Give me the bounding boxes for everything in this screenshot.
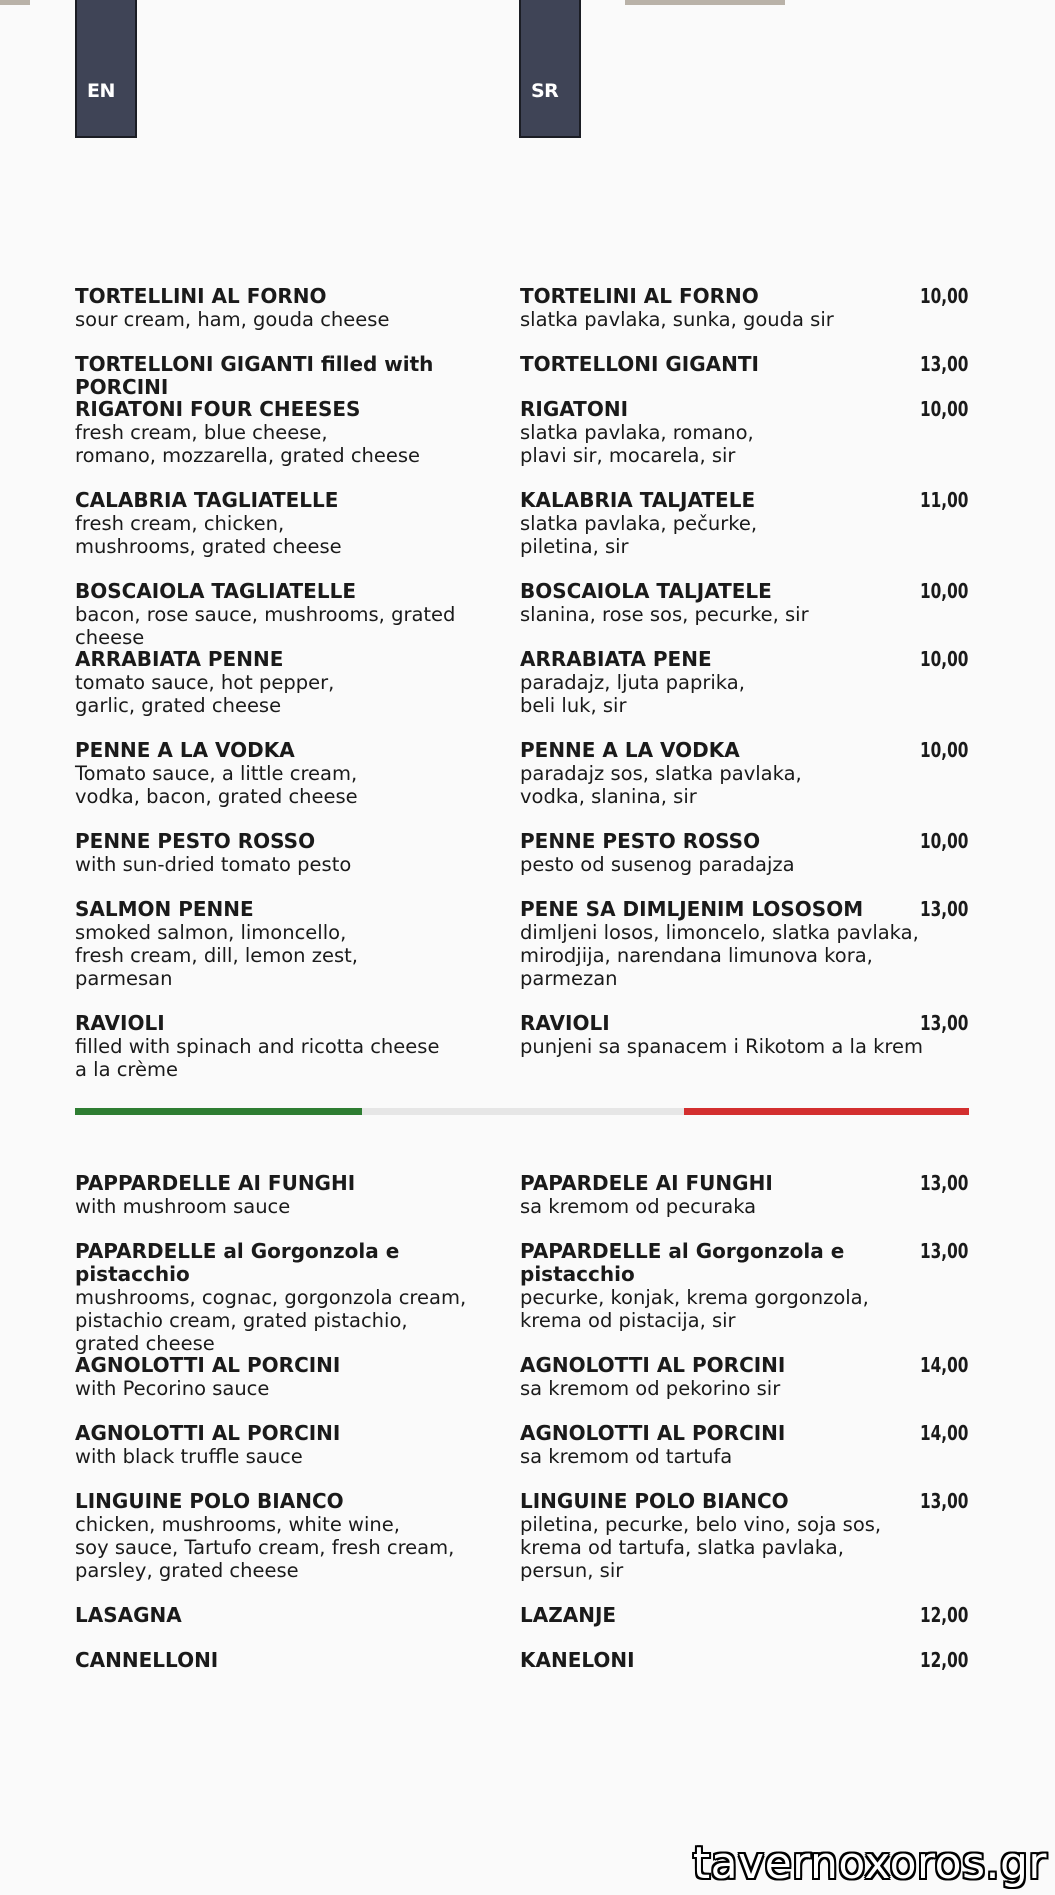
menu-item [0, 579, 1055, 649]
dish-price: 14,00 [920, 1421, 969, 1445]
dish-name-en: PAPARDELLE al Gorgonzola e pistacchio [75, 1239, 400, 1286]
menu-section-2 [0, 1172, 1055, 1672]
menu-item-sr [520, 830, 930, 876]
menu-item-sr [520, 1604, 930, 1627]
dish-name-sr: TORTELINI AL FORNO [520, 284, 759, 308]
dish-description-en: chicken, mushrooms, white wine, soy sauce, Tartufo cream, fresh cream, parsley, grated cheese [75, 1513, 455, 1582]
menu-item [0, 1354, 1055, 1400]
menu-item-en [75, 648, 510, 717]
menu-item [0, 898, 1055, 990]
dish-name-sr: PENNE PESTO ROSSO [520, 829, 761, 853]
watermark: tavernoxoros.gr [692, 1838, 1047, 1889]
menu-item-en [75, 285, 510, 331]
menu-item [0, 648, 1055, 717]
dish-description-en: sour cream, ham, gouda cheese [75, 308, 390, 331]
dish-price: 12,00 [920, 1603, 969, 1627]
dish-description-en: with sun-dried tomato pesto [75, 853, 352, 876]
menu-item-en [75, 898, 510, 990]
dish-name-sr: KALABRIA TALJATELE [520, 488, 756, 512]
dish-description-en: Tomato sauce, a little cream, vodka, bacon, grated cheese [75, 762, 358, 808]
dish-description-sr: slanina, rose sos, pecurke, sir [520, 603, 809, 626]
menu-item [0, 398, 1055, 467]
dish-name-sr: KANELONI [520, 1648, 635, 1672]
menu-item-en [75, 353, 510, 399]
menu-item-en [75, 1422, 510, 1468]
dish-price: 10,00 [920, 647, 969, 671]
dish-name-en: CANNELLONI [75, 1648, 219, 1672]
dish-description-en: with mushroom sauce [75, 1195, 291, 1218]
dish-name-sr: RIGATONI [520, 397, 629, 421]
dish-name-en: LINGUINE POLO BIANCO [75, 1489, 344, 1513]
menu-item-sr [520, 1354, 930, 1400]
dish-price: 12,00 [920, 1648, 969, 1672]
menu-item-sr [520, 1172, 930, 1218]
menu-item [0, 830, 1055, 876]
dish-name-en: AGNOLOTTI AL PORCINI [75, 1353, 341, 1377]
dish-name-sr: PENNE A LA VODKA [520, 738, 740, 762]
menu-item-sr [520, 1490, 930, 1582]
menu-item-en [75, 1649, 510, 1672]
menu-item-en [75, 1012, 510, 1081]
tab-sr-label: SR [531, 80, 559, 102]
dish-description-sr: slatka pavlaka, sunka, gouda sir [520, 308, 834, 331]
dish-name-en: PAPPARDELLE AI FUNGHI [75, 1171, 356, 1195]
dish-description-sr: slatka pavlaka, romano, plavi sir, mocarela, sir [520, 421, 754, 467]
dish-description-sr: pesto od susenog paradajza [520, 853, 795, 876]
dish-name-sr: BOSCAIOLA TALJATELE [520, 579, 772, 603]
dish-description-sr: dimljeni losos, limoncelo, slatka pavlaka, mirodjija, narendana limunova kora, parmezan [520, 921, 919, 990]
menu-item-sr [520, 1422, 930, 1468]
dish-name-en: PENNE A LA VODKA [75, 738, 295, 762]
menu-item-en [75, 1172, 510, 1218]
dish-name-en: ARRABIATA PENNE [75, 647, 284, 671]
dish-price: 11,00 [920, 488, 969, 512]
italian-flag-divider-red [684, 1108, 969, 1115]
menu-section-1 [0, 285, 1055, 1081]
dish-name-en: BOSCAIOLA TAGLIATELLE [75, 579, 356, 603]
dish-description-en: fresh cream, chicken, mushrooms, grated cheese [75, 512, 342, 558]
dish-name-sr: PAPARDELLE al Gorgonzola e pistacchio [520, 1239, 845, 1286]
dish-description-en: mushrooms, cognac, gorgonzola cream, pistachio cream, grated pistachio, grated cheese [75, 1286, 467, 1355]
menu-item [0, 285, 1055, 331]
tab-sr[interactable] [519, 0, 581, 138]
italian-flag-divider-white [362, 1108, 684, 1115]
dish-name-sr: PENE SA DIMLJENIM LOSOSOM [520, 897, 864, 921]
dish-price: 13,00 [920, 1011, 969, 1035]
menu-item [0, 1649, 1055, 1672]
dish-description-en: smoked salmon, limoncello, fresh cream, dill, lemon zest, parmesan [75, 921, 358, 990]
menu-item-en [75, 1240, 510, 1355]
menu-item-en [75, 739, 510, 808]
dish-description-sr: piletina, pecurke, belo vino, soja sos, krema od tartufa, slatka pavlaka, persun, sir [520, 1513, 882, 1582]
dish-name-sr: PAPARDELE AI FUNGHI [520, 1171, 773, 1195]
dish-name-en: LASAGNA [75, 1603, 182, 1627]
tab-en-label: EN [87, 80, 115, 102]
menu-item-sr [520, 489, 930, 558]
dish-description-en: bacon, rose sauce, mushrooms, grated cheese [75, 603, 456, 649]
dish-name-en: PENNE PESTO ROSSO [75, 829, 316, 853]
menu-item [0, 1604, 1055, 1627]
italian-flag-divider-green [75, 1108, 362, 1115]
menu-item-sr [520, 353, 930, 376]
dish-description-sr: sa kremom od pekorino sir [520, 1377, 781, 1400]
menu-item-en [75, 830, 510, 876]
menu-item-sr [520, 398, 930, 467]
menu-item-sr [520, 898, 930, 990]
menu-item [0, 1239, 1055, 1355]
dish-name-en: TORTELLONI GIGANTI filled with PORCINI [75, 352, 434, 399]
dish-name-en: RIGATONI FOUR CHEESES [75, 397, 361, 421]
dish-price: 10,00 [920, 284, 969, 308]
dish-name-en: RAVIOLI [75, 1011, 165, 1035]
menu-item-en [75, 398, 510, 467]
dish-description-en: with black truffle sauce [75, 1445, 303, 1468]
dish-price: 13,00 [920, 1239, 969, 1263]
dish-description-sr: sa kremom od tartufa [520, 1445, 733, 1468]
dish-description-sr: pecurke, konjak, krema gorgonzola, krema od pistacija, sir [520, 1286, 869, 1332]
dish-price: 13,00 [920, 352, 969, 376]
menu-item-sr [520, 285, 930, 331]
dish-name-sr: ARRABIATA PENE [520, 647, 712, 671]
dish-price: 10,00 [920, 738, 969, 762]
menu-item [0, 1172, 1055, 1218]
menu-item-en [75, 1354, 510, 1400]
dish-description-en: with Pecorino sauce [75, 1377, 270, 1400]
dish-name-en: AGNOLOTTI AL PORCINI [75, 1421, 341, 1445]
dish-price: 10,00 [920, 829, 969, 853]
dish-name-en: TORTELLINI AL FORNO [75, 284, 327, 308]
menu-item-en [75, 489, 510, 558]
dish-price: 10,00 [920, 397, 969, 421]
menu-item [0, 1012, 1055, 1081]
menu-item [0, 352, 1055, 399]
dish-description-sr: sa kremom od pecuraka [520, 1195, 757, 1218]
dish-description-sr: punjeni sa spanacem i Rikotom a la krem [520, 1035, 923, 1058]
menu-item-en [75, 1604, 510, 1627]
menu-item [0, 489, 1055, 558]
menu-item-en [75, 580, 510, 649]
menu-item-sr [520, 1649, 930, 1672]
menu-item [0, 739, 1055, 808]
menu-item-en [75, 1490, 510, 1582]
dish-name-sr: RAVIOLI [520, 1011, 610, 1035]
dish-description-en: tomato sauce, hot pepper, garlic, grated cheese [75, 671, 335, 717]
dish-name-sr: LAZANJE [520, 1603, 617, 1627]
dish-name-sr: LINGUINE POLO BIANCO [520, 1489, 789, 1513]
dish-description-sr: paradajz, ljuta paprika, beli luk, sir [520, 671, 745, 717]
dish-name-sr: AGNOLOTTI AL PORCINI [520, 1421, 786, 1445]
menu-item-sr [520, 1240, 930, 1332]
tab-en[interactable] [75, 0, 137, 138]
menu-item-sr [520, 739, 930, 808]
dish-name-sr: AGNOLOTTI AL PORCINI [520, 1353, 786, 1377]
menu-item-sr [520, 1012, 930, 1058]
dish-name-en: SALMON PENNE [75, 897, 254, 921]
dish-price: 10,00 [920, 579, 969, 603]
menu-item-sr [520, 648, 930, 717]
dish-price: 14,00 [920, 1353, 969, 1377]
dish-description-sr: paradajz sos, slatka pavlaka, vodka, slanina, sir [520, 762, 802, 808]
menu-item [0, 1490, 1055, 1582]
top-border-right [625, 0, 785, 5]
dish-name-sr: TORTELLONI GIGANTI [520, 352, 759, 376]
dish-price: 13,00 [920, 897, 969, 921]
dish-description-en: filled with spinach and ricotta cheese a la crème [75, 1035, 440, 1081]
top-border-left [0, 0, 30, 5]
dish-name-en: CALABRIA TAGLIATELLE [75, 488, 339, 512]
menu-item-sr [520, 580, 930, 626]
menu-item [0, 1422, 1055, 1468]
dish-description-en: fresh cream, blue cheese, romano, mozzarella, grated cheese [75, 421, 421, 467]
dish-price: 13,00 [920, 1489, 969, 1513]
dish-description-sr: slatka pavlaka, pečurke, piletina, sir [520, 512, 758, 558]
dish-price: 13,00 [920, 1171, 969, 1195]
